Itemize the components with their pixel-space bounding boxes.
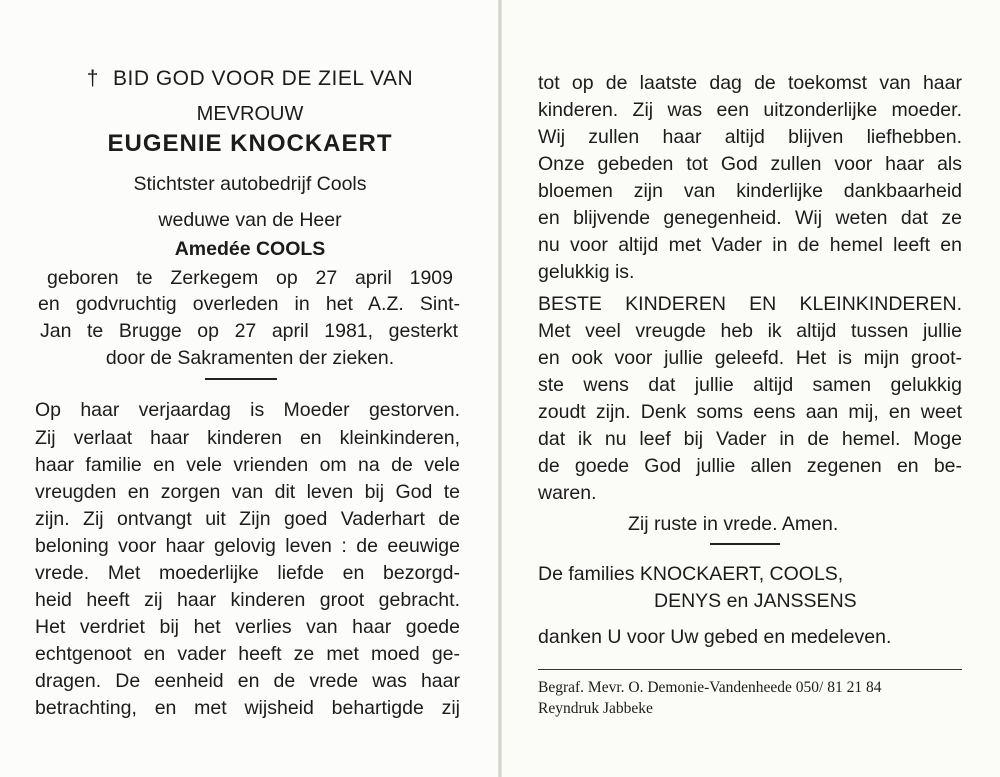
address-heading: BESTE KINDEREN EN KLEINKINDEREN. (538, 293, 962, 315)
address-line: Met veel vreugde heb ik altijd tussen jullie (538, 320, 962, 342)
thanks-line: danken U voor Uw gebed en medeleven. (538, 626, 892, 648)
printer-line: Reyndruk Jabbeke (538, 700, 653, 717)
bio-line: Jan te Brugge op 27 april 1981, gesterkt (40, 320, 458, 342)
divider (205, 378, 277, 380)
body-line: Het verdriet bij het verlies van haar goede (35, 616, 460, 638)
rest-in-peace: Zij ruste in vrede. Amen. (628, 513, 839, 535)
widow-of: weduwe van de Heer (158, 209, 342, 231)
body-line: kinderen. Zij was een uitzonderlijke moeder. (538, 99, 962, 121)
body-line: vrede. Met moederlijke liefde en bezorgd- (35, 562, 460, 584)
address-line: de goede God jullie allen zegenen en be- (538, 455, 962, 477)
prayer-header (30, 67, 470, 91)
bio-line: geboren te Zerkegem op 27 april 1909 (47, 267, 453, 289)
bio-line: door de Sakramenten der zieken. (105, 347, 395, 369)
body-line: Wij zullen haar altijd blijven liefhebben. (538, 126, 962, 148)
body-line: Op haar verjaardag is Moeder gestorven. (35, 399, 460, 421)
bio-line: en godvruchtig overleden in het A.Z. Sint- (38, 293, 460, 315)
prayer-header-text: BID GOD VOOR DE ZIEL VAN (112, 67, 414, 90)
cross-icon: † (86, 67, 99, 90)
body-line: betrachting, en met wijsheid behartigde zij (35, 697, 460, 719)
right-card-panel (502, 0, 1000, 777)
body-line: echtgenoot en vader heeft ze met moed ge- (35, 643, 460, 665)
body-line: haar familie en vele vrienden om na de vele (35, 454, 460, 476)
footer-rule (538, 669, 962, 670)
address-line: ste wens dat jullie altijd samen gelukkig (538, 374, 962, 396)
deceased-name: EUGENIE KNOCKAERT (107, 130, 393, 157)
address-line: waren. (538, 482, 597, 504)
body-line: Zij verlaat haar kinderen en kleinkinderen, (35, 427, 460, 449)
undertaker-line: Begraf. Mevr. O. Demonie-Vandenheede 050/ 81 21 84 (538, 679, 882, 696)
families-line: De families KNOCKAERT, COOLS, (538, 563, 844, 585)
body-line: Onze gebeden tot God zullen voor haar als (538, 153, 962, 175)
body-line: beloning voor haar gelovig leven : de eeuwige (35, 535, 460, 557)
address-line: en ook voor jullie geleefd. Het is mijn groot- (538, 347, 962, 369)
body-line: gelukkig is. (538, 261, 635, 283)
left-card-panel (0, 0, 498, 777)
body-line: heid heeft zij haar kinderen groot gebracht. (35, 589, 460, 611)
body-line: dragen. De eenheid en de vrede was haar (35, 670, 460, 692)
body-line: zijn. Zij ontvangt uit Zijn goed Vaderhart de (35, 508, 460, 530)
husband-name: Amedée COOLS (174, 238, 326, 260)
body-line: nu voor altijd met Vader in de hemel leeft en (538, 234, 962, 256)
address-line: zoudt zijn. Denk soms eens aan mij, en weet (538, 401, 962, 423)
body-line: vreugden en zorgen van dit leven bij God te (35, 481, 460, 503)
body-line: tot op de laatste dag de toekomst van haar (538, 72, 962, 94)
deceased-role: Stichtster autobedrijf Cools (133, 173, 367, 195)
divider (710, 543, 780, 545)
title-prefix: MEVROUW (196, 103, 304, 125)
body-line: bloemen zijn van kinderlijke dankbaarheid (538, 180, 962, 202)
address-line: dat ik nu leef bij Vader in de hemel. Moge (538, 428, 962, 450)
body-line: en blijvende genegenheid. Wij weten dat ze (538, 207, 962, 229)
families-line: DENYS en JANSSENS (654, 590, 857, 612)
